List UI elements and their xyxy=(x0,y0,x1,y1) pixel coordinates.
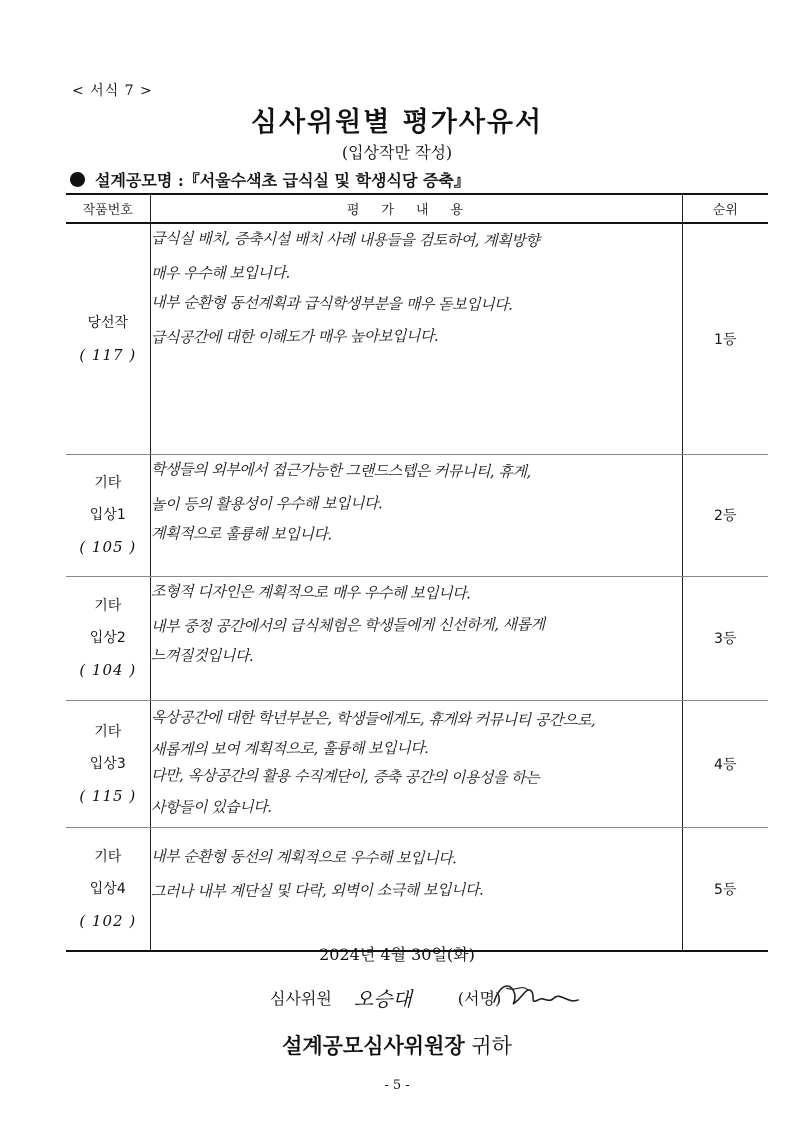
work-category: 기타 xyxy=(94,475,122,491)
work-subcategory: 입상3 xyxy=(89,755,126,772)
addressee-title: 설계공모심사위원장 xyxy=(282,1034,465,1058)
table-header-row xyxy=(66,194,768,223)
work-subcategory: 입상2 xyxy=(89,630,126,646)
work-subcategory: 입상4 xyxy=(89,880,126,897)
evaluation-line: 내부 중정 공간에서의 급식체험은 학생들에게 신선하게, 새롭게 xyxy=(150,614,545,635)
evaluation-line: 사항들이 있습니다. xyxy=(150,797,272,816)
evaluation-line: 느껴질것입니다. xyxy=(150,645,253,665)
evaluation-cell xyxy=(150,454,682,576)
table-row xyxy=(66,223,768,454)
project-name: 『서울수색초 급식실 및 학생식당 증축』 xyxy=(183,171,470,190)
judge-name: 오승대 xyxy=(353,987,412,1011)
judge-line xyxy=(270,983,501,1012)
rank-cell: 4등 xyxy=(682,700,768,827)
work-number: ( 115 ) xyxy=(79,786,137,805)
work-number: ( 102 ) xyxy=(79,911,137,930)
evaluation-line: 놀이 등의 활용성이 우수해 보입니다. xyxy=(150,493,382,513)
evaluation-line: 내부 순환형 동선계획과 급식학생부분을 매우 돋보입니다. xyxy=(150,293,512,314)
rank-cell: 5등 xyxy=(682,827,768,951)
project-label: 설계공모명 : xyxy=(95,171,184,190)
evaluation-line: 내부 순환형 동선의 계획적으로 우수해 보입니다. xyxy=(150,846,456,867)
evaluation-table xyxy=(66,193,768,952)
evaluation-cell xyxy=(150,576,682,700)
work-cell xyxy=(66,576,150,700)
header-work-no: 작품번호 xyxy=(66,194,150,223)
table-row xyxy=(66,576,768,700)
evaluation-line: 그러나 내부 계단실 및 다락, 외벽이 소극해 보입니다. xyxy=(150,880,483,900)
evaluation-line: 급식실 배치, 증축시설 배치 사례 내용들을 검토하여, 계획방향 xyxy=(150,229,539,250)
work-category: 기타 xyxy=(94,848,122,865)
table-row xyxy=(66,827,768,951)
work-number: ( 117 ) xyxy=(79,345,137,364)
work-category: 기타 xyxy=(94,723,122,740)
document-subtitle: (입상작만 작성) xyxy=(341,143,453,162)
evaluation-line: 조형적 디자인은 계획적으로 매우 우수해 보입니다. xyxy=(150,581,470,602)
header-rank: 순위 xyxy=(682,194,768,223)
page-number: - 5 - xyxy=(384,1078,410,1093)
evaluation-line: 매우 우수해 보입니다. xyxy=(150,263,290,283)
evaluation-cell xyxy=(150,700,682,827)
project-line xyxy=(70,168,470,191)
form-number: < 서식 7 > xyxy=(72,83,153,99)
work-subcategory: 입상1 xyxy=(89,507,126,523)
evaluation-line: 계획적으로 훌륭해 보입니다. xyxy=(150,523,332,543)
work-cell xyxy=(66,223,150,454)
work-cell xyxy=(66,700,150,827)
evaluation-cell xyxy=(150,827,682,951)
table-row xyxy=(66,454,768,576)
work-number: ( 104 ) xyxy=(79,661,137,679)
work-category: 당선작 xyxy=(87,314,129,331)
work-cell xyxy=(66,454,150,576)
rank-cell: 2등 xyxy=(682,454,768,576)
judge-label: 심사위원 xyxy=(270,989,332,1008)
addressee-line xyxy=(0,1030,794,1060)
table-row xyxy=(66,700,768,827)
evaluation-line: 급식공간에 대한 이해도가 매우 높아보입니다. xyxy=(150,326,438,347)
signature-image xyxy=(488,978,583,1014)
work-cell xyxy=(66,827,150,951)
evaluation-cell xyxy=(150,223,682,454)
work-category: 기타 xyxy=(94,598,122,614)
seal-label: (서명) xyxy=(457,989,502,1008)
header-content: 평가내용 xyxy=(150,194,682,223)
document-date: 2024년 4월 30일(화) xyxy=(319,945,475,964)
work-number: ( 105 ) xyxy=(79,538,137,556)
evaluation-line: 옥상공간에 대한 학년부분은, 학생들에게도, 휴게와 커뮤니티 공간으로, xyxy=(150,707,595,729)
rank-cell: 3등 xyxy=(682,576,768,700)
evaluation-line: 학생들의 외부에서 접근가능한 그랜드스텝은 커뮤니티, 휴게, xyxy=(150,459,531,481)
document-title: 심사위원별 평가사유서 xyxy=(250,107,544,138)
addressee-suffix: 귀하 xyxy=(464,1034,512,1058)
evaluation-line: 새롭게의 보여 계획적으로, 훌륭해 보입니다. xyxy=(150,738,428,758)
bullet-icon xyxy=(70,172,85,187)
evaluation-line: 다만, 옥상공간의 활용 수직계단이, 증축 공간의 이용성을 하는 xyxy=(150,765,539,787)
rank-cell: 1등 xyxy=(682,223,768,454)
